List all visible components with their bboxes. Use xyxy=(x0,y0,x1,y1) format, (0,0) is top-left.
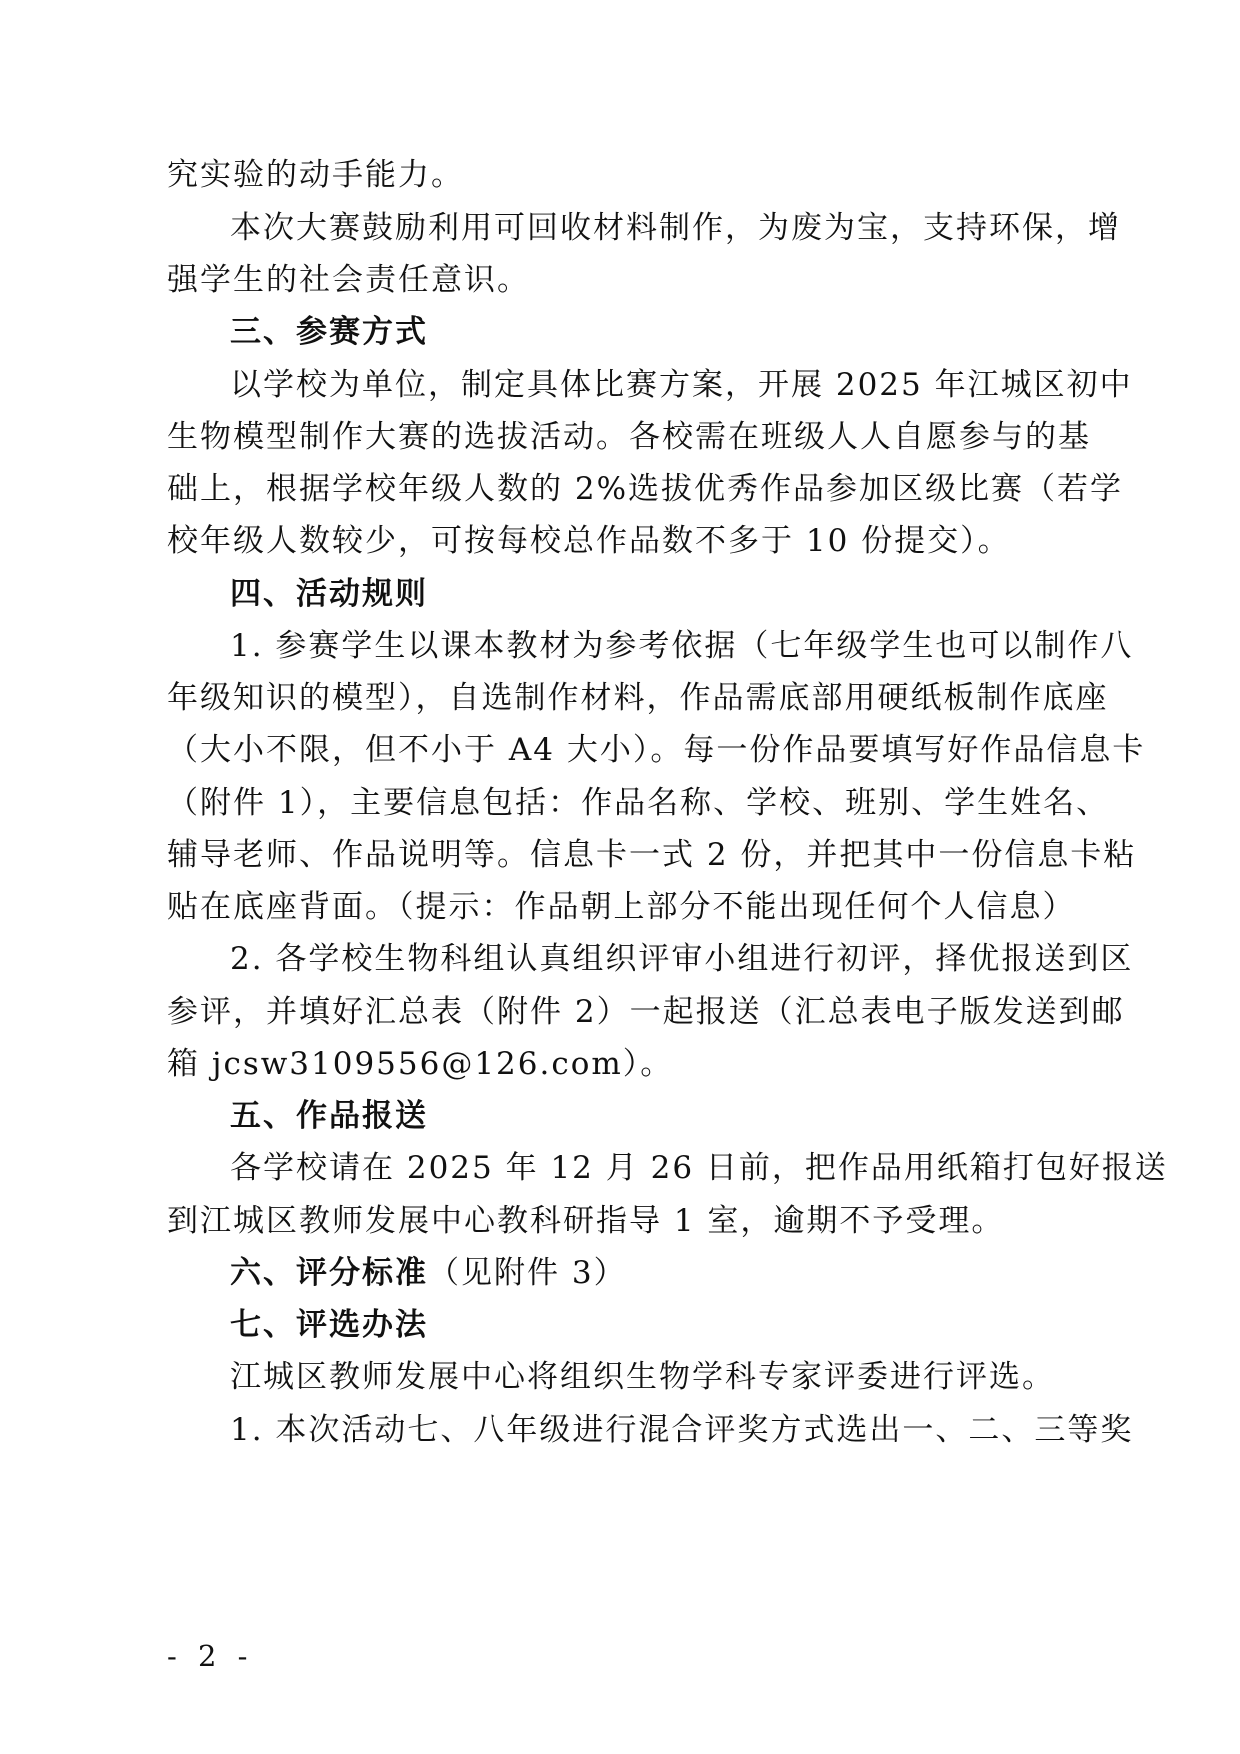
paragraph-line: 辅导老师、作品说明等。信息卡一式 2 份，并把其中一份信息卡粘 xyxy=(167,837,1137,873)
paragraph-line: 1. 参赛学生以课本教材为参考依据（七年级学生也可以制作八 xyxy=(230,628,1134,664)
paragraph-line: 贴在底座背面。（提示：作品朝上部分不能出现任何个人信息） xyxy=(167,889,1076,925)
paragraph-line: 校年级人数较少，可按每校总作品数不多于 10 份提交）。 xyxy=(167,523,1011,559)
paragraph-line: 本次大赛鼓励利用可回收材料制作，为废为宝，支持环保，增 xyxy=(230,210,1121,246)
paragraph-line: 强学生的社会责任意识。 xyxy=(167,262,530,298)
paragraph-line: 年级知识的模型），自选制作材料，作品需底部用硬纸板制作底座 xyxy=(167,680,1109,716)
paragraph-line: 到江城区教师发展中心教科研指导 1 室，逾期不予受理。 xyxy=(167,1203,1005,1239)
paragraph-line: 生物模型制作大赛的选拔活动。各校需在班级人人自愿参与的基 xyxy=(167,419,1091,455)
paragraph-line: 究实验的动手能力。 xyxy=(167,157,464,193)
paragraph-line: 1. 本次活动七、八年级进行混合评奖方式选出一、二、三等奖 xyxy=(230,1412,1134,1448)
paragraph-line: 箱 jcsw3109556@126.com）。 xyxy=(167,1046,674,1082)
paragraph-line: （附件 1），主要信息包括：作品名称、学校、班别、学生姓名、 xyxy=(167,785,1110,821)
paragraph-line: 参评，并填好汇总表（附件 2）一起报送（汇总表电子版发送到邮 xyxy=(167,994,1125,1030)
section-heading-6-title: 六、评分标准 xyxy=(230,1255,428,1291)
section-heading-5: 五、作品报送 xyxy=(230,1098,428,1134)
section-heading-3: 三、参赛方式 xyxy=(230,314,428,350)
section-heading-7: 七、评选办法 xyxy=(230,1307,428,1343)
page-number: - 2 - xyxy=(167,1639,254,1673)
paragraph-line: 各学校请在 2025 年 12 月 26 日前，把作品用纸箱打包好报送 xyxy=(230,1150,1168,1186)
paragraph-line: 础上，根据学校年级人数的 2%选拔优秀作品参加区级比赛（若学 xyxy=(167,471,1124,507)
section-heading-6 xyxy=(230,1253,1082,1293)
paragraph-line: 2. 各学校生物科组认真组织评审小组进行初评，择优报送到区 xyxy=(230,941,1134,977)
paragraph-line: 江城区教师发展中心将组织生物学科专家评委进行评选。 xyxy=(230,1359,1055,1395)
section-heading-6-note: （见附件 3） xyxy=(428,1255,627,1291)
section-heading-4: 四、活动规则 xyxy=(230,576,428,612)
paragraph-line: （大小不限，但不小于 A4 大小）。每一份作品要填写好作品信息卡 xyxy=(167,732,1146,768)
paragraph-line: 以学校为单位，制定具体比赛方案，开展 2025 年江城区初中 xyxy=(230,367,1133,403)
